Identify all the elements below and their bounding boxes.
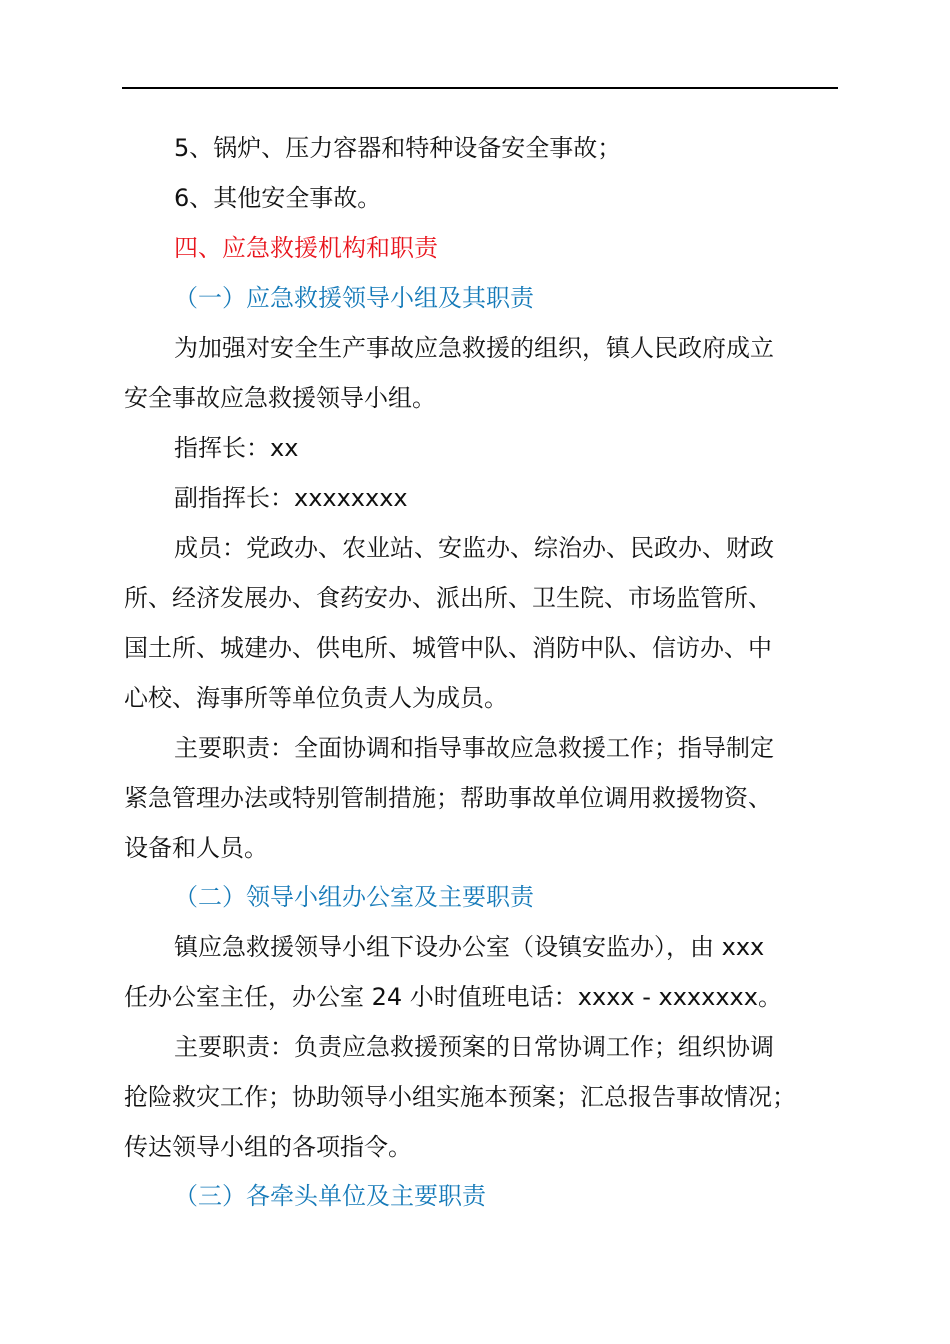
office-line-2: 任办公室主任，办公室 24 小时值班电话：xxxx - xxxxxxx。 (124, 983, 782, 1011)
list-item-5: 5、锅炉、压力容器和特种设备安全事故； (174, 134, 622, 162)
duties-line-3: 设备和人员。 (124, 834, 268, 862)
header-rule (122, 87, 838, 89)
members-line-4: 心校、海事所等单位负责人为成员。 (124, 684, 508, 712)
duties-line-2: 紧急管理办法或特别管制措施；帮助事故单位调用救援物资、 (124, 784, 772, 812)
subsection-heading-1: （一）应急救援领导小组及其职责 (174, 284, 534, 312)
members-line-1: 成员：党政办、农业站、安监办、综治办、民政办、财政 (174, 534, 774, 562)
office-line-1: 镇应急救援领导小组下设办公室（设镇安监办），由 xxx (174, 933, 765, 961)
paragraph-intro-line-1: 为加强对安全生产事故应急救援的组织，镇人民政府成立 (174, 334, 774, 362)
deputy-commander-line: 副指挥长：xxxxxxxx (174, 484, 408, 512)
section-heading-4: 四、应急救援机构和职责 (174, 234, 438, 262)
duties-line-1: 主要职责：全面协调和指导事故应急救援工作；指导制定 (174, 734, 774, 762)
members-line-2: 所、经济发展办、食药安办、派出所、卫生院、市场监管所、 (124, 584, 772, 612)
office-duties-line-2: 抢险救灾工作；协助领导小组实施本预案；汇总报告事故情况； (124, 1083, 796, 1111)
office-duties-line-1: 主要职责：负责应急救援预案的日常协调工作；组织协调 (174, 1033, 774, 1061)
office-duties-line-3: 传达领导小组的各项指令。 (124, 1133, 412, 1161)
list-item-6: 6、其他安全事故。 (174, 184, 382, 212)
paragraph-intro-line-2: 安全事故应急救援领导小组。 (124, 384, 436, 412)
subsection-heading-3: （三）各牵头单位及主要职责 (174, 1182, 486, 1210)
subsection-heading-2: （二）领导小组办公室及主要职责 (174, 883, 534, 911)
members-line-3: 国土所、城建办、供电所、城管中队、消防中队、信访办、中 (124, 634, 772, 662)
commander-line: 指挥长：xx (174, 434, 299, 462)
